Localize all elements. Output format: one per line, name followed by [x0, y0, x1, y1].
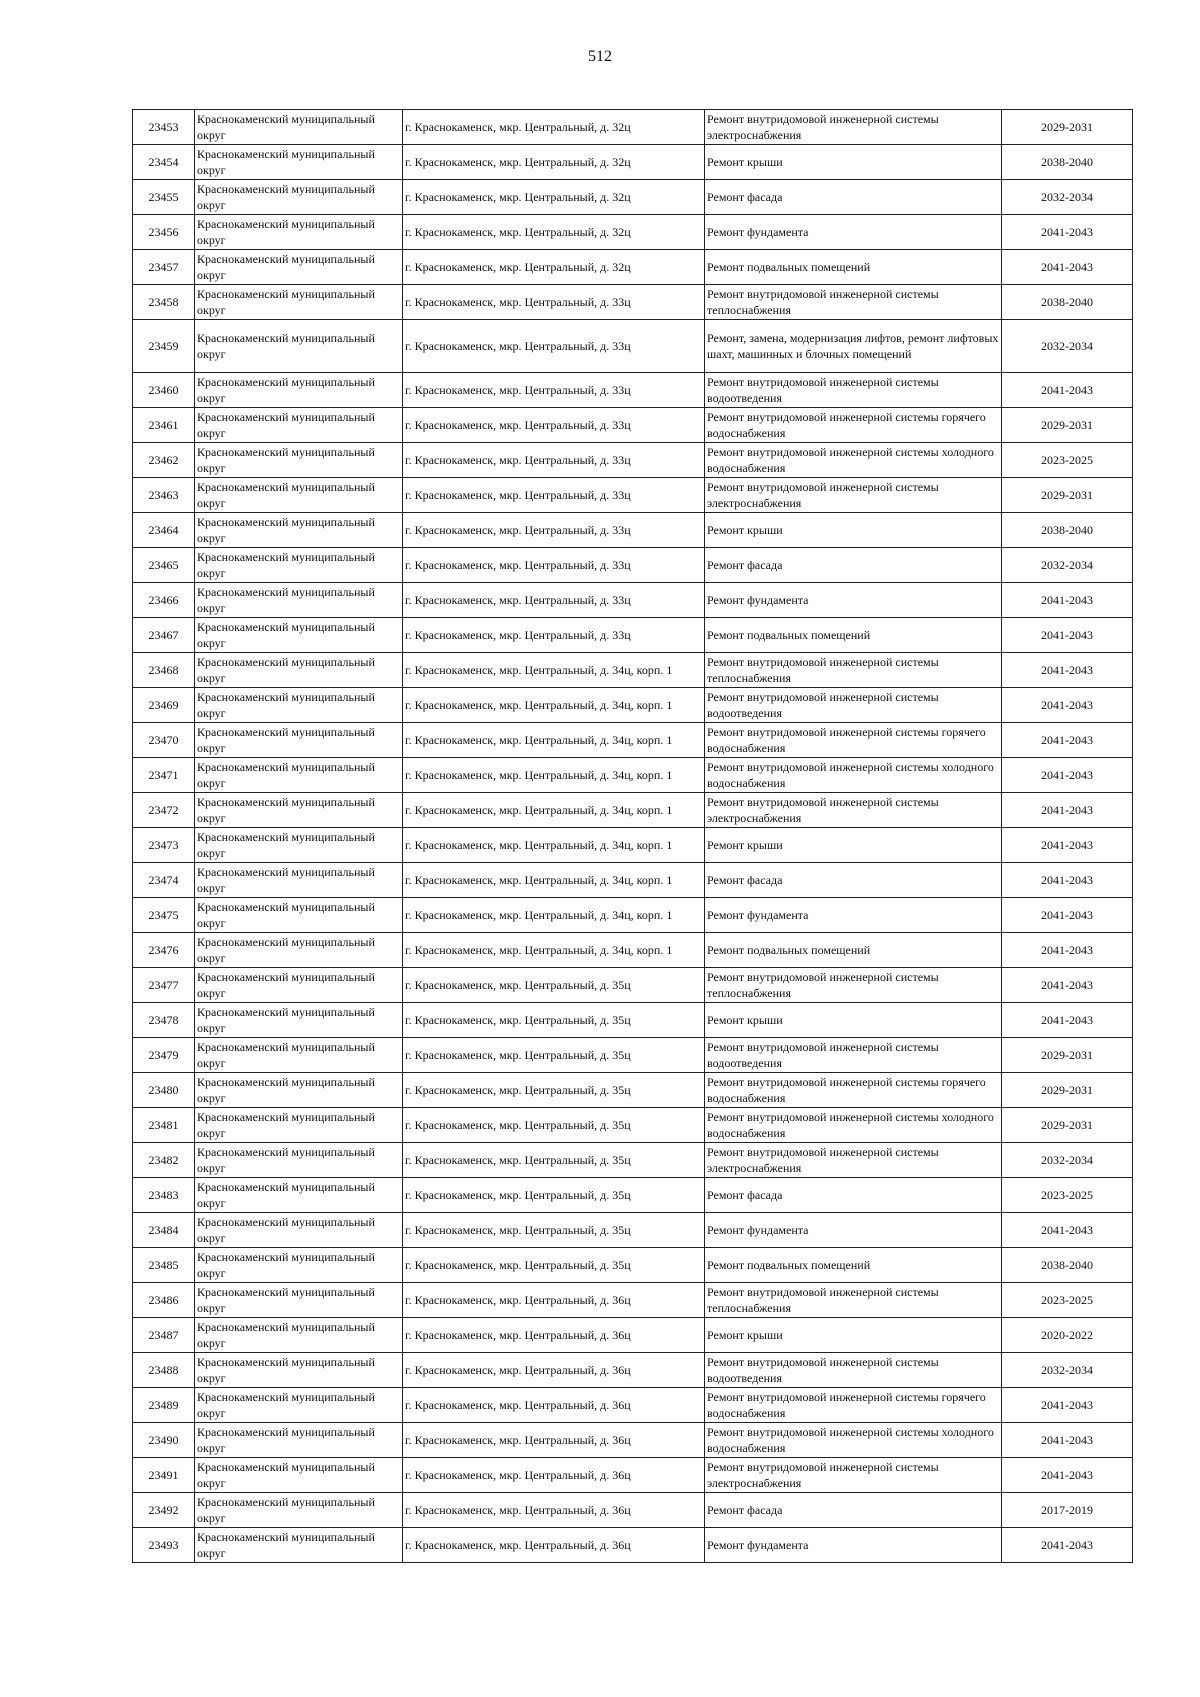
period-cell: 2041-2043	[1002, 1458, 1133, 1493]
table-row	[133, 478, 1133, 513]
period-cell: 2041-2043	[1002, 723, 1133, 758]
work-type-cell: Ремонт внутридомовой инженерной системы электроснабжения	[705, 793, 1002, 828]
table-row	[133, 1038, 1133, 1073]
address-cell: г. Краснокаменск, мкр. Центральный, д. 33ц	[403, 320, 705, 373]
municipality-cell: Краснокаменский муниципальный округ	[195, 1073, 403, 1108]
period-cell: 2041-2043	[1002, 1528, 1133, 1563]
table-row	[133, 1283, 1133, 1318]
work-type-cell: Ремонт крыши	[705, 145, 1002, 180]
table-row	[133, 1248, 1133, 1283]
address-cell: г. Краснокаменск, мкр. Центральный, д. 32ц	[403, 145, 705, 180]
work-type-cell: Ремонт внутридомовой инженерной системы электроснабжения	[705, 1458, 1002, 1493]
municipality-cell: Краснокаменский муниципальный округ	[195, 1248, 403, 1283]
address-cell: г. Краснокаменск, мкр. Центральный, д. 34ц, корп. 1	[403, 758, 705, 793]
table-row	[133, 1353, 1133, 1388]
municipality-cell: Краснокаменский муниципальный округ	[195, 1528, 403, 1563]
address-cell: г. Краснокаменск, мкр. Центральный, д. 33ц	[403, 513, 705, 548]
row-number: 23456	[133, 215, 195, 250]
row-number: 23463	[133, 478, 195, 513]
work-type-cell: Ремонт внутридомовой инженерной системы теплоснабжения	[705, 1283, 1002, 1318]
municipality-cell: Краснокаменский муниципальный округ	[195, 723, 403, 758]
work-type-cell: Ремонт внутридомовой инженерной системы водоотведения	[705, 1353, 1002, 1388]
work-type-cell: Ремонт, замена, модернизация лифтов, ремонт лифтовых шахт, машинных и блочных помещений	[705, 320, 1002, 373]
address-cell: г. Краснокаменск, мкр. Центральный, д. 33ц	[403, 285, 705, 320]
municipality-cell: Краснокаменский муниципальный округ	[195, 758, 403, 793]
municipality-cell: Краснокаменский муниципальный округ	[195, 968, 403, 1003]
municipality-cell: Краснокаменский муниципальный округ	[195, 320, 403, 373]
address-cell: г. Краснокаменск, мкр. Центральный, д. 36ц	[403, 1353, 705, 1388]
row-number: 23489	[133, 1388, 195, 1423]
table-row	[133, 443, 1133, 478]
period-cell: 2041-2043	[1002, 688, 1133, 723]
period-cell: 2041-2043	[1002, 1213, 1133, 1248]
period-cell: 2029-2031	[1002, 1073, 1133, 1108]
address-cell: г. Краснокаменск, мкр. Центральный, д. 36ц	[403, 1528, 705, 1563]
row-number: 23477	[133, 968, 195, 1003]
row-number: 23455	[133, 180, 195, 215]
row-number: 23462	[133, 443, 195, 478]
table-row	[133, 1003, 1133, 1038]
period-cell: 2032-2034	[1002, 1353, 1133, 1388]
period-cell: 2041-2043	[1002, 215, 1133, 250]
period-cell: 2032-2034	[1002, 1143, 1133, 1178]
address-cell: г. Краснокаменск, мкр. Центральный, д. 35ц	[403, 1038, 705, 1073]
address-cell: г. Краснокаменск, мкр. Центральный, д. 32ц	[403, 110, 705, 145]
table-row	[133, 110, 1133, 145]
address-cell: г. Краснокаменск, мкр. Центральный, д. 33ц	[403, 548, 705, 583]
row-number: 23458	[133, 285, 195, 320]
municipality-cell: Краснокаменский муниципальный округ	[195, 863, 403, 898]
municipality-cell: Краснокаменский муниципальный округ	[195, 618, 403, 653]
row-number: 23485	[133, 1248, 195, 1283]
work-type-cell: Ремонт внутридомовой инженерной системы холодного водоснабжения	[705, 443, 1002, 478]
address-cell: г. Краснокаменск, мкр. Центральный, д. 35ц	[403, 1003, 705, 1038]
address-cell: г. Краснокаменск, мкр. Центральный, д. 35ц	[403, 1178, 705, 1213]
work-type-cell: Ремонт внутридомовой инженерной системы водоотведения	[705, 688, 1002, 723]
municipality-cell: Краснокаменский муниципальный округ	[195, 1143, 403, 1178]
period-cell: 2041-2043	[1002, 653, 1133, 688]
address-cell: г. Краснокаменск, мкр. Центральный, д. 36ц	[403, 1423, 705, 1458]
municipality-cell: Краснокаменский муниципальный округ	[195, 548, 403, 583]
row-number: 23474	[133, 863, 195, 898]
table-row	[133, 1493, 1133, 1528]
period-cell: 2041-2043	[1002, 618, 1133, 653]
municipality-cell: Краснокаменский муниципальный округ	[195, 933, 403, 968]
row-number: 23488	[133, 1353, 195, 1388]
work-type-cell: Ремонт внутридомовой инженерной системы горячего водоснабжения	[705, 408, 1002, 443]
municipality-cell: Краснокаменский муниципальный округ	[195, 215, 403, 250]
row-number: 23481	[133, 1108, 195, 1143]
work-type-cell: Ремонт подвальных помещений	[705, 250, 1002, 285]
work-type-cell: Ремонт внутридомовой инженерной системы горячего водоснабжения	[705, 723, 1002, 758]
row-number: 23457	[133, 250, 195, 285]
municipality-cell: Краснокаменский муниципальный округ	[195, 180, 403, 215]
period-cell: 2023-2025	[1002, 1178, 1133, 1213]
row-number: 23467	[133, 618, 195, 653]
address-cell: г. Краснокаменск, мкр. Центральный, д. 34ц, корп. 1	[403, 933, 705, 968]
capital-repair-table	[132, 109, 1133, 1563]
row-number: 23459	[133, 320, 195, 373]
row-number: 23482	[133, 1143, 195, 1178]
municipality-cell: Краснокаменский муниципальный округ	[195, 828, 403, 863]
work-type-cell: Ремонт крыши	[705, 1318, 1002, 1353]
work-type-cell: Ремонт внутридомовой инженерной системы теплоснабжения	[705, 653, 1002, 688]
municipality-cell: Краснокаменский муниципальный округ	[195, 1213, 403, 1248]
table-row	[133, 250, 1133, 285]
address-cell: г. Краснокаменск, мкр. Центральный, д. 35ц	[403, 1143, 705, 1178]
address-cell: г. Краснокаменск, мкр. Центральный, д. 36ц	[403, 1318, 705, 1353]
municipality-cell: Краснокаменский муниципальный округ	[195, 373, 403, 408]
table-row	[133, 898, 1133, 933]
period-cell: 2032-2034	[1002, 320, 1133, 373]
address-cell: г. Краснокаменск, мкр. Центральный, д. 32ц	[403, 180, 705, 215]
row-number: 23473	[133, 828, 195, 863]
address-cell: г. Краснокаменск, мкр. Центральный, д. 34ц, корп. 1	[403, 688, 705, 723]
table-row	[133, 1388, 1133, 1423]
municipality-cell: Краснокаменский муниципальный округ	[195, 1493, 403, 1528]
table-row	[133, 688, 1133, 723]
table-row	[133, 285, 1133, 320]
period-cell: 2041-2043	[1002, 373, 1133, 408]
table-row	[133, 513, 1133, 548]
municipality-cell: Краснокаменский муниципальный округ	[195, 1353, 403, 1388]
table-row	[133, 933, 1133, 968]
address-cell: г. Краснокаменск, мкр. Центральный, д. 35ц	[403, 1213, 705, 1248]
address-cell: г. Краснокаменск, мкр. Центральный, д. 33ц	[403, 478, 705, 513]
period-cell: 2041-2043	[1002, 250, 1133, 285]
work-type-cell: Ремонт внутридомовой инженерной системы электроснабжения	[705, 110, 1002, 145]
municipality-cell: Краснокаменский муниципальный округ	[195, 1423, 403, 1458]
address-cell: г. Краснокаменск, мкр. Центральный, д. 35ц	[403, 1073, 705, 1108]
row-number: 23475	[133, 898, 195, 933]
period-cell: 2041-2043	[1002, 933, 1133, 968]
period-cell: 2023-2025	[1002, 443, 1133, 478]
work-type-cell: Ремонт внутридомовой инженерной системы горячего водоснабжения	[705, 1073, 1002, 1108]
work-type-cell: Ремонт крыши	[705, 828, 1002, 863]
period-cell: 2041-2043	[1002, 793, 1133, 828]
work-type-cell: Ремонт подвальных помещений	[705, 1248, 1002, 1283]
table-row	[133, 180, 1133, 215]
work-type-cell: Ремонт подвальных помещений	[705, 618, 1002, 653]
row-number: 23464	[133, 513, 195, 548]
period-cell: 2041-2043	[1002, 968, 1133, 1003]
address-cell: г. Краснокаменск, мкр. Центральный, д. 32ц	[403, 215, 705, 250]
municipality-cell: Краснокаменский муниципальный округ	[195, 1178, 403, 1213]
period-cell: 2029-2031	[1002, 1108, 1133, 1143]
work-type-cell: Ремонт крыши	[705, 513, 1002, 548]
municipality-cell: Краснокаменский муниципальный округ	[195, 898, 403, 933]
municipality-cell: Краснокаменский муниципальный округ	[195, 1283, 403, 1318]
table-row	[133, 145, 1133, 180]
period-cell: 2041-2043	[1002, 583, 1133, 618]
row-number: 23491	[133, 1458, 195, 1493]
period-cell: 2041-2043	[1002, 898, 1133, 933]
row-number: 23490	[133, 1423, 195, 1458]
period-cell: 2032-2034	[1002, 548, 1133, 583]
municipality-cell: Краснокаменский муниципальный округ	[195, 145, 403, 180]
work-type-cell: Ремонт фундамента	[705, 898, 1002, 933]
row-number: 23453	[133, 110, 195, 145]
period-cell: 2041-2043	[1002, 758, 1133, 793]
municipality-cell: Краснокаменский муниципальный округ	[195, 1318, 403, 1353]
period-cell: 2038-2040	[1002, 285, 1133, 320]
address-cell: г. Краснокаменск, мкр. Центральный, д. 34ц, корп. 1	[403, 653, 705, 688]
row-number: 23478	[133, 1003, 195, 1038]
address-cell: г. Краснокаменск, мкр. Центральный, д. 36ц	[403, 1458, 705, 1493]
row-number: 23466	[133, 583, 195, 618]
table-row	[133, 618, 1133, 653]
address-cell: г. Краснокаменск, мкр. Центральный, д. 35ц	[403, 1248, 705, 1283]
address-cell: г. Краснокаменск, мкр. Центральный, д. 34ц, корп. 1	[403, 898, 705, 933]
work-type-cell: Ремонт внутридомовой инженерной системы водоотведения	[705, 1038, 1002, 1073]
period-cell: 2029-2031	[1002, 478, 1133, 513]
table-row	[133, 723, 1133, 758]
municipality-cell: Краснокаменский муниципальный округ	[195, 443, 403, 478]
municipality-cell: Краснокаменский муниципальный округ	[195, 110, 403, 145]
period-cell: 2041-2043	[1002, 1423, 1133, 1458]
table-row	[133, 1143, 1133, 1178]
address-cell: г. Краснокаменск, мкр. Центральный, д. 35ц	[403, 1108, 705, 1143]
work-type-cell: Ремонт фасада	[705, 863, 1002, 898]
row-number: 23454	[133, 145, 195, 180]
work-type-cell: Ремонт подвальных помещений	[705, 933, 1002, 968]
work-type-cell: Ремонт фасада	[705, 548, 1002, 583]
row-number: 23484	[133, 1213, 195, 1248]
table-row	[133, 653, 1133, 688]
municipality-cell: Краснокаменский муниципальный округ	[195, 285, 403, 320]
work-type-cell: Ремонт фундамента	[705, 215, 1002, 250]
work-type-cell: Ремонт фасада	[705, 180, 1002, 215]
period-cell: 2038-2040	[1002, 1248, 1133, 1283]
work-type-cell: Ремонт фасада	[705, 1493, 1002, 1528]
table-row	[133, 215, 1133, 250]
address-cell: г. Краснокаменск, мкр. Центральный, д. 33ц	[403, 583, 705, 618]
table-row	[133, 373, 1133, 408]
period-cell: 2038-2040	[1002, 145, 1133, 180]
table-body	[133, 110, 1133, 1563]
row-number: 23471	[133, 758, 195, 793]
row-number: 23479	[133, 1038, 195, 1073]
row-number: 23486	[133, 1283, 195, 1318]
municipality-cell: Краснокаменский муниципальный округ	[195, 1388, 403, 1423]
address-cell: г. Краснокаменск, мкр. Центральный, д. 34ц, корп. 1	[403, 723, 705, 758]
work-type-cell: Ремонт внутридомовой инженерной системы электроснабжения	[705, 1143, 1002, 1178]
period-cell: 2029-2031	[1002, 110, 1133, 145]
period-cell: 2029-2031	[1002, 408, 1133, 443]
table-row	[133, 1318, 1133, 1353]
table-row	[133, 320, 1133, 373]
municipality-cell: Краснокаменский муниципальный округ	[195, 1458, 403, 1493]
period-cell: 2020-2022	[1002, 1318, 1133, 1353]
row-number: 23465	[133, 548, 195, 583]
work-type-cell: Ремонт фундамента	[705, 1528, 1002, 1563]
address-cell: г. Краснокаменск, мкр. Центральный, д. 34ц, корп. 1	[403, 793, 705, 828]
table-row	[133, 863, 1133, 898]
work-type-cell: Ремонт внутридомовой инженерной системы холодного водоснабжения	[705, 758, 1002, 793]
municipality-cell: Краснокаменский муниципальный округ	[195, 408, 403, 443]
work-type-cell: Ремонт внутридомовой инженерной системы холодного водоснабжения	[705, 1423, 1002, 1458]
work-type-cell: Ремонт внутридомовой инженерной системы горячего водоснабжения	[705, 1388, 1002, 1423]
row-number: 23472	[133, 793, 195, 828]
work-type-cell: Ремонт фасада	[705, 1178, 1002, 1213]
table-row	[133, 1423, 1133, 1458]
table-row	[133, 758, 1133, 793]
municipality-cell: Краснокаменский муниципальный округ	[195, 513, 403, 548]
row-number: 23461	[133, 408, 195, 443]
municipality-cell: Краснокаменский муниципальный округ	[195, 478, 403, 513]
row-number: 23460	[133, 373, 195, 408]
address-cell: г. Краснокаменск, мкр. Центральный, д. 36ц	[403, 1388, 705, 1423]
work-type-cell: Ремонт фундамента	[705, 1213, 1002, 1248]
work-type-cell: Ремонт внутридомовой инженерной системы холодного водоснабжения	[705, 1108, 1002, 1143]
address-cell: г. Краснокаменск, мкр. Центральный, д. 36ц	[403, 1493, 705, 1528]
work-type-cell: Ремонт внутридомовой инженерной системы теплоснабжения	[705, 968, 1002, 1003]
period-cell: 2038-2040	[1002, 513, 1133, 548]
address-cell: г. Краснокаменск, мкр. Центральный, д. 33ц	[403, 373, 705, 408]
period-cell: 2023-2025	[1002, 1283, 1133, 1318]
row-number: 23483	[133, 1178, 195, 1213]
row-number: 23476	[133, 933, 195, 968]
period-cell: 2041-2043	[1002, 1003, 1133, 1038]
address-cell: г. Краснокаменск, мкр. Центральный, д. 33ц	[403, 408, 705, 443]
row-number: 23469	[133, 688, 195, 723]
address-cell: г. Краснокаменск, мкр. Центральный, д. 36ц	[403, 1283, 705, 1318]
municipality-cell: Краснокаменский муниципальный округ	[195, 1108, 403, 1143]
period-cell: 2017-2019	[1002, 1493, 1133, 1528]
row-number: 23468	[133, 653, 195, 688]
municipality-cell: Краснокаменский муниципальный округ	[195, 1003, 403, 1038]
municipality-cell: Краснокаменский муниципальный округ	[195, 583, 403, 618]
period-cell: 2032-2034	[1002, 180, 1133, 215]
row-number: 23487	[133, 1318, 195, 1353]
table-row	[133, 1213, 1133, 1248]
work-type-cell: Ремонт крыши	[705, 1003, 1002, 1038]
work-type-cell: Ремонт внутридомовой инженерной системы электроснабжения	[705, 478, 1002, 513]
table-row	[133, 1073, 1133, 1108]
work-type-cell: Ремонт внутридомовой инженерной системы теплоснабжения	[705, 285, 1002, 320]
table-row	[133, 828, 1133, 863]
table-row	[133, 968, 1133, 1003]
address-cell: г. Краснокаменск, мкр. Центральный, д. 33ц	[403, 443, 705, 478]
row-number: 23493	[133, 1528, 195, 1563]
row-number: 23480	[133, 1073, 195, 1108]
work-type-cell: Ремонт внутридомовой инженерной системы водоотведения	[705, 373, 1002, 408]
table-row	[133, 1178, 1133, 1213]
period-cell: 2029-2031	[1002, 1038, 1133, 1073]
address-cell: г. Краснокаменск, мкр. Центральный, д. 32ц	[403, 250, 705, 285]
table-row	[133, 793, 1133, 828]
period-cell: 2041-2043	[1002, 1388, 1133, 1423]
table-row	[133, 1458, 1133, 1493]
municipality-cell: Краснокаменский муниципальный округ	[195, 688, 403, 723]
table-row	[133, 1528, 1133, 1563]
period-cell: 2041-2043	[1002, 863, 1133, 898]
municipality-cell: Краснокаменский муниципальный округ	[195, 793, 403, 828]
page-number: 512	[588, 48, 612, 65]
work-type-cell: Ремонт фундамента	[705, 583, 1002, 618]
row-number: 23492	[133, 1493, 195, 1528]
table-row	[133, 583, 1133, 618]
table-row	[133, 548, 1133, 583]
table-row	[133, 408, 1133, 443]
table-row	[133, 1108, 1133, 1143]
municipality-cell: Краснокаменский муниципальный округ	[195, 653, 403, 688]
municipality-cell: Краснокаменский муниципальный округ	[195, 1038, 403, 1073]
address-cell: г. Краснокаменск, мкр. Центральный, д. 34ц, корп. 1	[403, 828, 705, 863]
address-cell: г. Краснокаменск, мкр. Центральный, д. 34ц, корп. 1	[403, 863, 705, 898]
row-number: 23470	[133, 723, 195, 758]
municipality-cell: Краснокаменский муниципальный округ	[195, 250, 403, 285]
address-cell: г. Краснокаменск, мкр. Центральный, д. 35ц	[403, 968, 705, 1003]
period-cell: 2041-2043	[1002, 828, 1133, 863]
address-cell: г. Краснокаменск, мкр. Центральный, д. 33ц	[403, 618, 705, 653]
